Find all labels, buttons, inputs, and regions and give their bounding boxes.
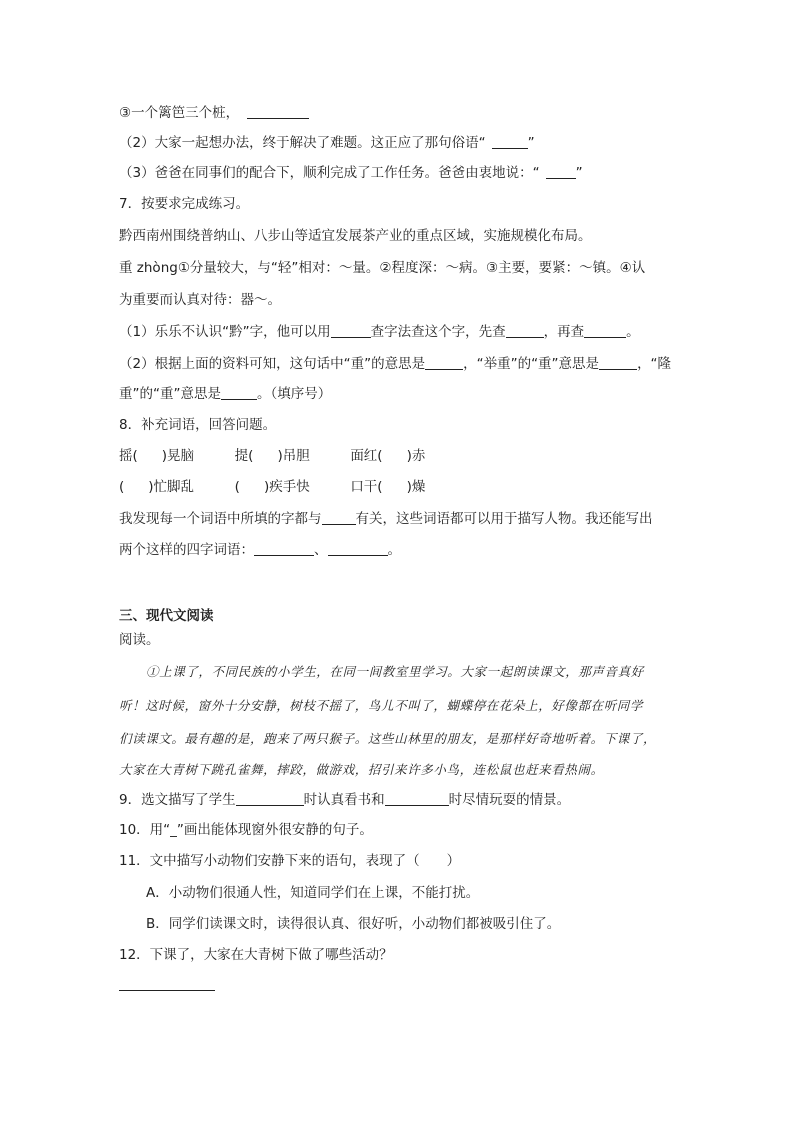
question-11: 11．文中描写小动物们安静下来的语句，表现了（ ） (119, 853, 461, 869)
q7-part2-cont: 重”的“重”意思是 。（填序号） (119, 386, 332, 402)
passage-line1: ①上课了，不同民族的小学生，在同一间教室里学习。大家一起朗读课文，那声音真好 (146, 664, 644, 679)
item-text: （2）大家一起想办法，终于解决了难题。这正应了那句俗语“ (119, 135, 486, 151)
q8-question-cont: 两个这样的四字词语： 、 。 (119, 542, 401, 558)
answer-blank[interactable] (584, 323, 626, 338)
section-3-heading: 三、现代文阅读 (119, 608, 214, 624)
q7-part1: （1）乐乐不认识“黔”字，他可以用 查字法查这个字，先查 ，再查 。 (119, 324, 640, 340)
answer-blank[interactable] (506, 323, 544, 338)
q7-part2: （2）根据上面的资料可知，这句话中“重”的意思是 ，“举重”的“重”意思是 ，“隆 (119, 356, 672, 372)
q7-passage: 黔西南州围绕普纳山、八步山等适宜发展茶产业的重点区域，实施规模化布局。 (119, 228, 592, 244)
q8-words-row1: 摇( )晃脑 提( )吊胆 面红( )赤 (119, 448, 426, 464)
item-text: （3）爸爸在同事们的配合下，顺利完成了工作任务。爸爸由衷地说：“ (119, 165, 540, 181)
answer-blank[interactable] (492, 134, 528, 149)
answer-blank[interactable] (385, 791, 449, 806)
q6-item3 (119, 103, 309, 123)
reading-instruction: 阅读。 (119, 632, 160, 648)
answer-blank[interactable] (328, 541, 388, 556)
answer-blank[interactable] (322, 510, 356, 525)
answer-blank[interactable] (247, 104, 309, 119)
item-text: ③一个篱笆三个桩， (119, 105, 240, 121)
answer-blank[interactable] (254, 541, 314, 556)
option-a[interactable]: A．小动物们很通人性，知道同学们在上课，不能打扰。 (146, 885, 480, 901)
q6-part3: （3）爸爸在同事们的配合下，顺利完成了工作任务。爸爸由衷地说：“ ” (119, 165, 583, 181)
answer-blank[interactable] (236, 791, 304, 806)
q8-question: 我发现每一个词语中所填的字都与 有关，这些词语都可以用于描写人物。我还能写出 (119, 511, 653, 527)
q7-definition-line1: 重 zhòng①分量较大，与“轻”相对：～量。②程度深：～病。③主要，要紧：～镇。④认 (119, 260, 646, 276)
answer-blank[interactable] (425, 355, 463, 370)
question-10: 10．用“_”画出能体现窗外很安静的句子。 (119, 822, 373, 838)
answer-blank[interactable] (599, 355, 637, 370)
answer-blank[interactable] (221, 385, 257, 400)
passage-line4: 大家在大青树下跳孔雀舞，摔跤，做游戏，招引来许多小鸟，连松鼠也赶来看热闹。 (119, 762, 604, 777)
answer-blank[interactable] (331, 323, 371, 338)
q7-definition-line2: 为重要而认真对待：器～。 (119, 292, 281, 308)
question-12: 12．下课了，大家在大青树下做了哪些活动？ (119, 947, 393, 963)
question-9: 9．选文描写了学生 时认真看书和 时尽情玩耍的情景。 (119, 792, 571, 808)
q8-words-row2: ( )忙脚乱 ( )疾手快 口干( )燥 (119, 479, 426, 495)
q6-part2: （2）大家一起想办法，终于解决了难题。这正应了那句俗语“ ” (119, 135, 535, 151)
answer-blank[interactable] (546, 164, 576, 179)
answer-line[interactable] (119, 990, 215, 991)
question-8-title: 8．补充词语，回答问题。 (119, 417, 277, 433)
passage-line2: 听！这时候，窗外十分安静，树枝不摇了，鸟儿不叫了，蝴蝶停在花朵上，好像都在听同学 (119, 698, 644, 713)
option-b[interactable]: B．同学们读课文时，读得很认真、很好听，小动物们都被吸引住了。 (146, 916, 561, 932)
passage-line3: 们读课文。最有趣的是，跑来了两只猴子。这些山林里的朋友，是那样好奇地听着。下课了， (119, 731, 657, 746)
question-7-title: 7．按要求完成练习。 (119, 196, 250, 212)
